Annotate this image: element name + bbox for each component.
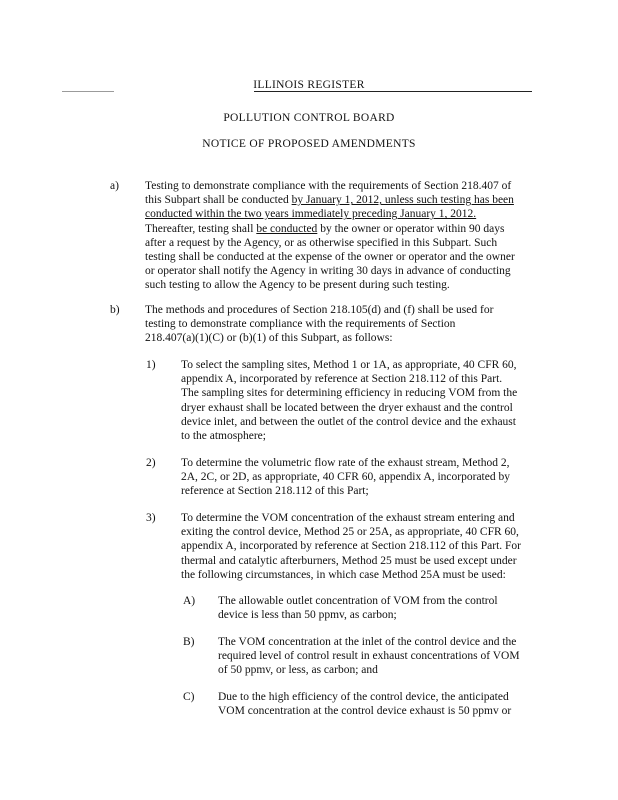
agency-title: POLLUTION CONTROL BOARD (223, 112, 395, 124)
text-line (218, 690, 511, 704)
text-run: after a request by the Agency, or as otherwise specified in this Subpart. Such (145, 236, 498, 249)
inserted-text: be conducted (256, 222, 318, 235)
text-run: required level of control result in exhaust concentrations of VOM (218, 650, 520, 663)
section-C-label: C) (183, 691, 195, 703)
text-line (181, 470, 510, 484)
text-run: exiting the control device, Method 25 or 25A, as appropriate, 40 CFR 60, (181, 526, 519, 539)
text-run: 2A, 2C, or 2D, as appropriate, 40 CFR 60, appendix A, incorporated by (181, 471, 510, 484)
text-run: appendix A, incorporated by reference at Section 218.112 of this Part. For (181, 540, 522, 553)
text-line (181, 415, 517, 429)
section-b2-text (181, 456, 510, 499)
text-line (145, 303, 493, 317)
section-C-text (218, 690, 511, 718)
header-rule-left (62, 91, 114, 92)
text-run: or operator shall notify the Agency in writing 30 days in advance of conducting (145, 265, 511, 278)
text-run: VOM concentration at the control device exhaust is 50 ppmv or (218, 705, 512, 718)
section-b2-label: 2) (146, 457, 156, 469)
text-run: 218.407(a)(1)(C) or (b)(1) of this Subpart, as follows: (145, 332, 393, 345)
text-line (218, 594, 498, 608)
inserted-text: conducted within the two years immediately preceding January 1, 2012. (145, 208, 477, 221)
text-line (218, 704, 511, 718)
text-run: To determine the VOM concentration of the exhaust stream entering and (181, 512, 515, 524)
text-line (145, 207, 515, 221)
text-run: Testing to demonstrate compliance with the requirements of Section 218.407 of (145, 180, 512, 192)
section-B-text (218, 635, 520, 678)
text-run: this Subpart shall be conducted (145, 194, 292, 207)
text-run: of 50 ppmv, or less, as carbon; and (218, 664, 378, 677)
text-line (145, 193, 515, 207)
notice-title: NOTICE OF PROPOSED AMENDMENTS (202, 138, 416, 150)
text-line (181, 568, 521, 582)
text-run: The allowable outlet concentration of VOM from the control (218, 595, 498, 607)
text-run: device inlet, and between the outlet of the control device and the exhaust (181, 415, 516, 428)
text-line (181, 401, 517, 415)
section-B-label: B) (183, 636, 195, 648)
text-line (145, 250, 515, 264)
text-run: The methods and procedures of Section 218.105(d) and (f) shall be used for (145, 304, 494, 316)
text-run: The sampling sites for determining efficiency in reducing VOM from the (181, 387, 518, 400)
text-line (218, 608, 498, 622)
text-line (181, 554, 521, 568)
text-run: device is less than 50 ppmv, as carbon; (218, 609, 397, 622)
section-b-label: b) (110, 304, 120, 316)
text-line (181, 372, 517, 386)
text-line (181, 358, 517, 372)
text-run: reference at Section 218.112 of this Part; (181, 485, 369, 498)
section-a-text (145, 179, 515, 293)
section-b3-label: 3) (146, 512, 156, 524)
text-line (181, 539, 521, 553)
section-b1-text (181, 358, 517, 443)
text-run: Thereafter, testing shall (145, 222, 257, 235)
text-run: such testing to allow the Agency to be present during such testing. (145, 279, 450, 292)
section-b3-text (181, 511, 521, 582)
text-line (181, 511, 521, 525)
header-rule-right (254, 91, 532, 92)
text-line (145, 236, 515, 250)
text-run: testing to demonstrate compliance with the requirements of Section (145, 318, 456, 331)
text-run: appendix A, incorporated by reference at Section 218.112 of this Part. (181, 373, 503, 386)
text-line (218, 663, 520, 677)
register-title: ILLINOIS REGISTER (253, 79, 365, 91)
text-line (218, 649, 520, 663)
text-line (145, 331, 493, 345)
text-run: thermal and catalytic afterburners, Method 25 must be used except under (181, 554, 517, 567)
text-run: To select the sampling sites, Method 1 or 1A, as appropriate, 40 CFR 60, (181, 359, 517, 371)
text-line (218, 635, 520, 649)
section-a-label: a) (110, 180, 119, 192)
text-line (181, 525, 521, 539)
inserted-text: by January 1, 2012, unless such testing has been (291, 194, 514, 207)
text-run: dryer exhaust shall be located between the dryer exhaust and the control (181, 401, 513, 414)
text-run: To determine the volumetric flow rate of the exhaust stream, Method 2, (181, 457, 510, 469)
section-A-label: A) (183, 595, 196, 607)
text-line (145, 222, 515, 236)
text-line (181, 456, 510, 470)
text-run: Due to the high efficiency of the control device, the anticipated (218, 691, 509, 703)
text-line (181, 386, 517, 400)
text-run: testing shall be conducted at the expense of the owner or operator and the owner (145, 251, 515, 264)
section-b1-label: 1) (146, 359, 156, 371)
text-run: by the owner or operator within 90 days (317, 222, 505, 235)
text-line (145, 278, 515, 292)
text-line (181, 429, 517, 443)
section-b-text (145, 303, 493, 346)
text-run: to the atmosphere; (181, 430, 266, 443)
text-line (145, 179, 515, 193)
section-A-text (218, 594, 498, 622)
text-line (145, 264, 515, 278)
text-run: The VOM concentration at the inlet of the control device and the (218, 636, 517, 648)
text-line (181, 484, 510, 498)
text-line (145, 317, 493, 331)
text-run: the following circumstances, in which case Method 25A must be used: (181, 568, 506, 581)
